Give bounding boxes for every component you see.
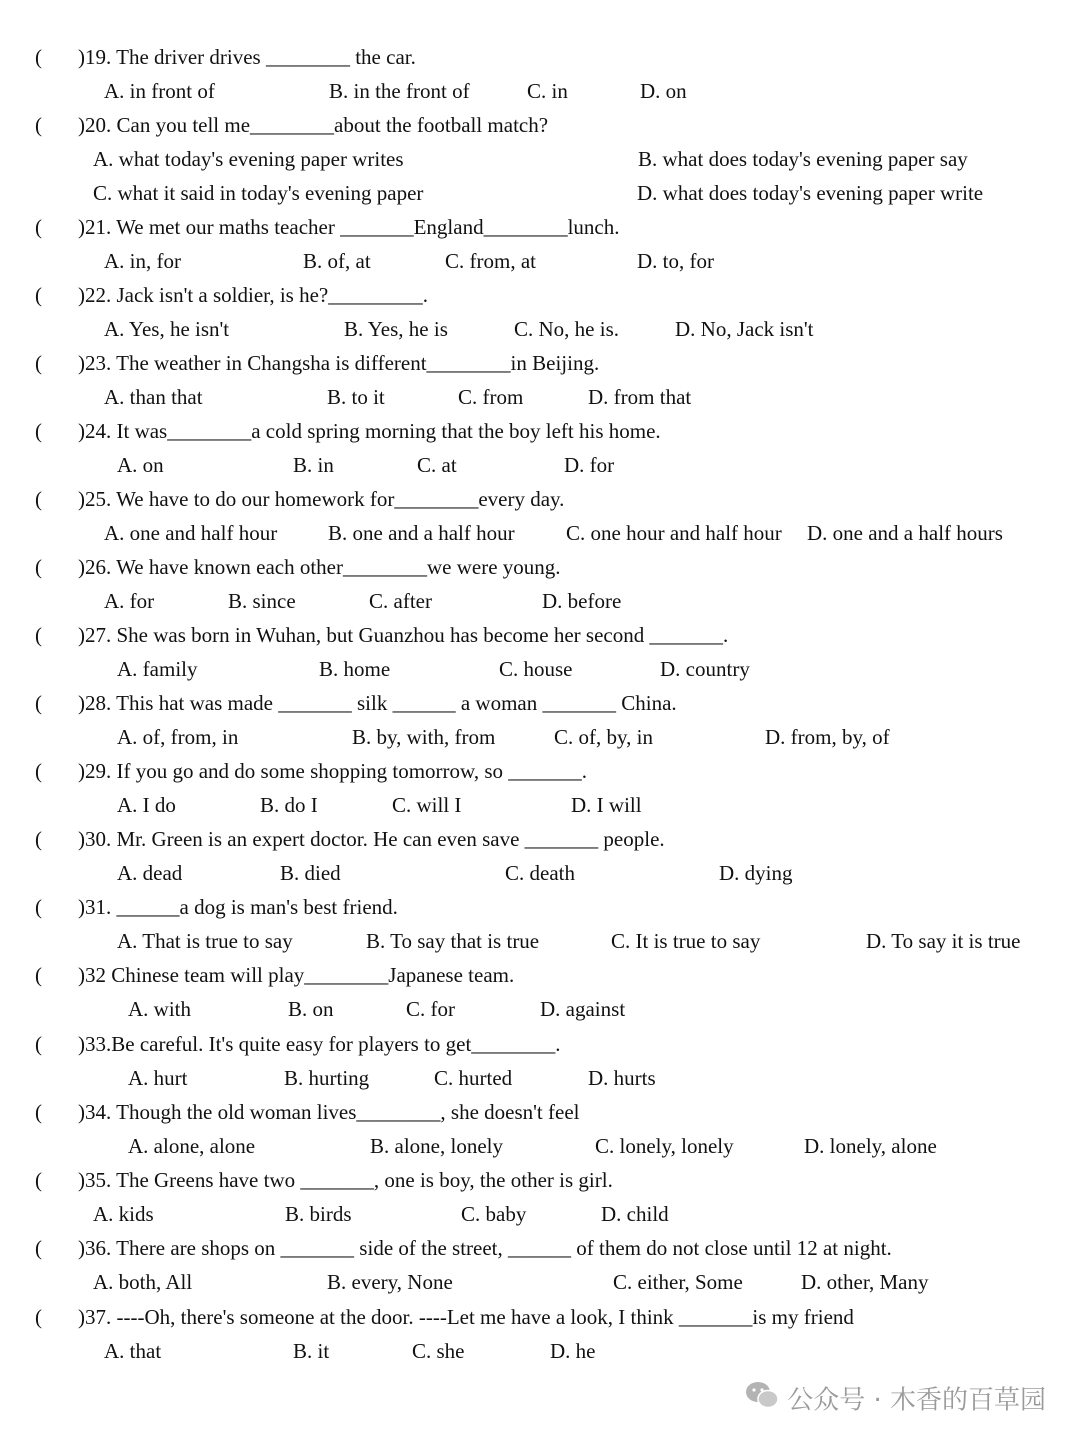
- question-stem: )33.Be careful. It's quite easy for players to get________.: [78, 1032, 561, 1056]
- question-stem: )36. There are shops on _______ side of the street, ______ of them do not close until 12 at night.: [78, 1236, 892, 1260]
- question-row: [0, 1163, 1080, 1197]
- answer-option: D. dying: [719, 861, 793, 885]
- answer-option: A. in, for: [104, 249, 181, 273]
- answer-bracket: (: [35, 963, 42, 987]
- answer-bracket: (: [35, 1100, 42, 1124]
- answer-option: A. for: [104, 589, 155, 613]
- answer-bracket: (: [35, 895, 42, 919]
- question-row: [0, 754, 1080, 788]
- question-stem: )34. Though the old woman lives________, she doesn't feel: [78, 1100, 580, 1124]
- answer-option: B. in the front of: [329, 79, 470, 103]
- answer-option: C. house: [499, 657, 573, 681]
- answer-option: B. it: [293, 1339, 330, 1363]
- answer-option: C. baby: [461, 1202, 527, 1226]
- answer-option: C. of, by, in: [554, 725, 653, 749]
- answer-option: B. alone, lonely: [370, 1134, 503, 1158]
- answer-bracket: (: [35, 45, 42, 69]
- answer-bracket: (: [35, 759, 42, 783]
- question-stem: )29. If you go and do some shopping tomorrow, so _______.: [78, 759, 588, 783]
- answer-bracket: (: [35, 283, 42, 307]
- answer-bracket: (: [35, 1168, 42, 1192]
- answer-option: C. from: [458, 385, 524, 409]
- answer-option: A. dead: [117, 861, 183, 885]
- answer-option: D. other, Many: [801, 1270, 929, 1294]
- answer-option: B. on: [288, 997, 334, 1021]
- question-stem: )32 Chinese team will play________Japanese team.: [78, 963, 515, 987]
- answer-option: C. lonely, lonely: [595, 1134, 734, 1158]
- answer-bracket: (: [35, 1305, 42, 1329]
- answer-option: B. one and a half hour: [328, 521, 515, 545]
- answer-option: D. on: [640, 79, 687, 103]
- answer-bracket: (: [35, 113, 42, 137]
- answer-option: C. for: [406, 997, 455, 1021]
- question-stem: )20. Can you tell me________about the football match?: [78, 113, 549, 137]
- answer-option: D. he: [550, 1339, 596, 1363]
- question-row: [0, 414, 1080, 448]
- answer-option: C. what it said in today's evening paper: [93, 181, 424, 205]
- question-row: [0, 210, 1080, 244]
- answer-bracket: (: [35, 1236, 42, 1260]
- answer-bracket: (: [35, 215, 42, 239]
- question-row: [0, 1231, 1080, 1265]
- answer-option: D. from, by, of: [765, 725, 890, 749]
- question-row: [0, 482, 1080, 516]
- question-stem: )28. This hat was made _______ silk ______ a woman _______ China.: [78, 691, 677, 715]
- watermark-text: 公众号 · 木香的百草园: [787, 1385, 1046, 1416]
- answer-option: B. every, None: [327, 1270, 453, 1294]
- question-row: [0, 1027, 1080, 1061]
- question-stem: )26. We have known each other________we were young.: [78, 555, 561, 579]
- question-row: [0, 108, 1080, 142]
- answer-option: B. Yes, he is: [344, 317, 448, 341]
- question-stem: )19. The driver drives ________ the car.: [78, 45, 416, 69]
- answer-option: D. hurts: [588, 1066, 656, 1090]
- answer-option: B. of, at: [303, 249, 371, 273]
- answer-option: C. will I: [392, 793, 462, 817]
- question-row: [0, 278, 1080, 312]
- question-row: [0, 686, 1080, 720]
- question-stem: )31. ______a dog is man's best friend.: [78, 895, 398, 919]
- question-stem: )23. The weather in Changsha is different________in Beijing.: [78, 351, 600, 375]
- answer-bracket: (: [35, 351, 42, 375]
- answer-bracket: (: [35, 487, 42, 511]
- answer-option: A. in front of: [104, 79, 215, 103]
- answer-option: D. to, for: [637, 249, 714, 273]
- question-stem: )37. ----Oh, there's someone at the door. ----Let me have a look, I think _______is my friend: [78, 1305, 854, 1329]
- answer-option: B. died: [280, 861, 341, 885]
- blurred-corner: [920, 1302, 1000, 1334]
- question-stem: )25. We have to do our homework for________every day.: [78, 487, 565, 511]
- question-row: [0, 550, 1080, 584]
- question-stem: )24. It was________a cold spring morning that the boy left his home.: [78, 419, 661, 443]
- answer-option: B. hurting: [284, 1066, 370, 1090]
- question-row: [0, 346, 1080, 380]
- answer-option: B. birds: [285, 1202, 352, 1226]
- answer-option: C. from, at: [445, 249, 536, 273]
- answer-option: D. before: [542, 589, 622, 613]
- answer-bracket: (: [35, 419, 42, 443]
- answer-option: C. after: [369, 589, 432, 613]
- answer-option: C. hurted: [434, 1066, 513, 1090]
- answer-option: D. To say it is true: [866, 929, 1021, 953]
- question-row: [0, 40, 1080, 74]
- question-row: [0, 890, 1080, 924]
- answer-option: A. Yes, he isn't: [104, 317, 230, 341]
- answer-option: B. what does today's evening paper say: [638, 147, 968, 171]
- question-row: [0, 822, 1080, 856]
- watermark: [745, 1380, 1046, 1420]
- question-row: [0, 618, 1080, 652]
- answer-option: D. I will: [571, 793, 642, 817]
- question-stem: )35. The Greens have two _______, one is boy, the other is girl.: [78, 1168, 613, 1192]
- answer-option: A. of, from, in: [117, 725, 239, 749]
- answer-option: A. on: [117, 453, 164, 477]
- answer-option: C. either, Some: [613, 1270, 743, 1294]
- answer-option: C. at: [417, 453, 457, 477]
- answer-option: D. for: [564, 453, 615, 477]
- answer-option: D. against: [540, 997, 626, 1021]
- answer-option: A. what today's evening paper writes: [93, 147, 404, 171]
- answer-option: A. I do: [117, 793, 176, 817]
- answer-option: A. hurt: [128, 1066, 188, 1090]
- question-row: [0, 958, 1080, 992]
- answer-option: C. death: [505, 861, 575, 885]
- answer-option: D. lonely, alone: [804, 1134, 937, 1158]
- answer-option: A. alone, alone: [128, 1134, 256, 1158]
- answer-option: D. No, Jack isn't: [675, 317, 814, 341]
- answer-option: B. To say that is true: [366, 929, 540, 953]
- answer-bracket: (: [35, 691, 42, 715]
- answer-option: A. kids: [93, 1202, 154, 1226]
- answer-option: B. by, with, from: [352, 725, 496, 749]
- answer-option: B. since: [228, 589, 296, 613]
- answer-option: D. what does today's evening paper write: [637, 181, 984, 205]
- question-stem: )22. Jack isn't a soldier, is he?_________.: [78, 283, 428, 307]
- question-stem: )27. She was born in Wuhan, but Guanzhou has become her second _______.: [78, 623, 729, 647]
- answer-bracket: (: [35, 827, 42, 851]
- answer-option: A. one and half hour: [104, 521, 278, 545]
- answer-option: B. do I: [260, 793, 318, 817]
- answer-option: A. with: [128, 997, 191, 1021]
- wechat-icon: [745, 1380, 779, 1422]
- answer-option: D. from that: [588, 385, 692, 409]
- answer-option: D. one and a half hours: [807, 521, 1003, 545]
- answer-option: A. than that: [104, 385, 203, 409]
- answer-option: A. That is true to say: [117, 929, 293, 953]
- answer-option: B. to it: [327, 385, 385, 409]
- answer-option: B. home: [319, 657, 391, 681]
- answer-bracket: (: [35, 555, 42, 579]
- question-row: [0, 1300, 1080, 1334]
- answer-option: A. that: [104, 1339, 162, 1363]
- question-stem: )21. We met our maths teacher _______England________lunch.: [78, 215, 620, 239]
- answer-option: C. It is true to say: [611, 929, 761, 953]
- answer-option: B. in: [293, 453, 334, 477]
- answer-option: C. in: [527, 79, 568, 103]
- answer-option: C. one hour and half hour: [566, 521, 782, 545]
- answer-bracket: (: [35, 1032, 42, 1056]
- answer-option: C. No, he is.: [514, 317, 619, 341]
- question-stem: )30. Mr. Green is an expert doctor. He can even save _______ people.: [78, 827, 665, 851]
- answer-option: D. country: [660, 657, 750, 681]
- answer-bracket: (: [35, 623, 42, 647]
- question-row: [0, 1095, 1080, 1129]
- answer-option: A. both, All: [93, 1270, 193, 1294]
- answer-option: A. family: [117, 657, 198, 681]
- answer-option: C. she: [412, 1339, 465, 1363]
- answer-option: D. child: [601, 1202, 669, 1226]
